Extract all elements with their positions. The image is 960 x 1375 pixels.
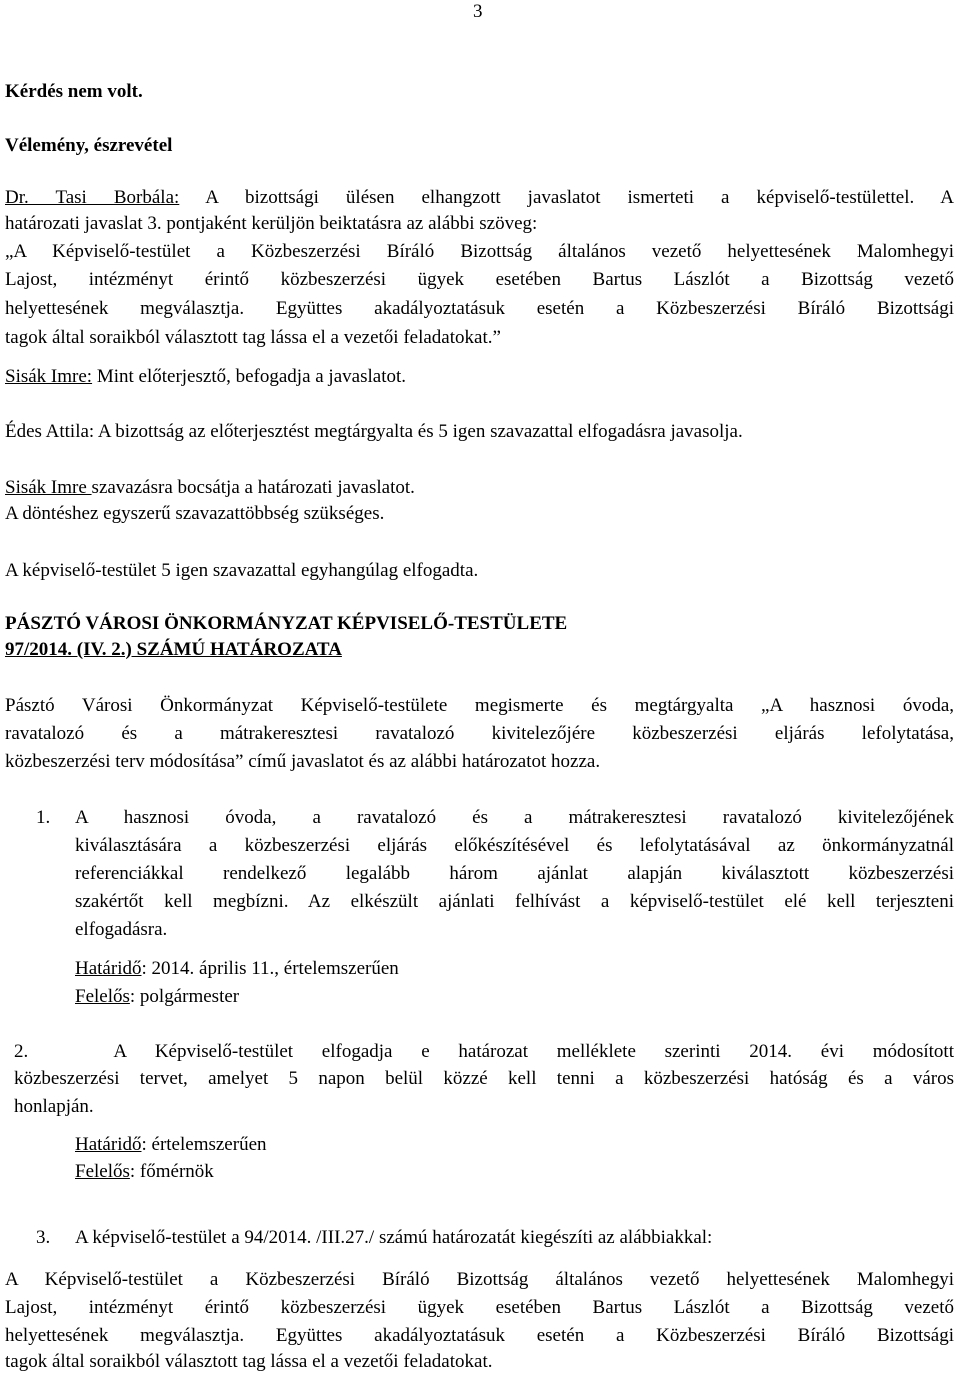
item-line: A hasznosi óvoda, a ravatalozó és a mátrakeresztesi ravatalozó kivitelezőjének: [75, 807, 954, 828]
paragraph-line: Dr. Tasi Borbála: A bizottsági ülésen elhangzott javaslatot ismerteti a képviselő-testülettel. A: [5, 187, 954, 208]
paragraph-line: Édes Attila: A bizottság az előterjesztést megtárgyalta és 5 igen szavazattal elfogadásra javasolja.: [5, 421, 743, 442]
item-line: közbeszerzési tervet, amelyet 5 napon belül közzé kell tenni a közbeszerzési hatóság és a város: [14, 1068, 954, 1089]
responsible: Felelős: főmérnök: [75, 1161, 214, 1182]
item-line: honlapján.: [14, 1096, 94, 1117]
deadline: Határidő: 2014. április 11., értelemszerűen: [75, 958, 399, 979]
paragraph-line: Sisák Imre szavazásra bocsátja a határozati javaslatot.: [5, 477, 415, 498]
speaker-name: Sisák Imre:: [5, 366, 93, 387]
quote-line: helyettesének megválasztja. Együttes akadályoztatásuk esetén a Közbeszerzési Bíráló Bizottsági: [5, 298, 954, 319]
paragraph-line: határozati javaslat 3. pontjaként kerüljön beiktatásra az alábbi szöveg:: [5, 213, 538, 234]
resolution-title: PÁSZTÓ VÁROSI ÖNKORMÁNYZAT KÉPVISELŐ-TESTÜLETE: [5, 613, 568, 634]
item-line: elfogadásra.: [75, 919, 168, 940]
heading-no-questions: Kérdés nem volt.: [5, 81, 143, 102]
closing-line: tagok által soraikból választott tag lássa el a vezetői feladatokat.: [5, 1351, 493, 1372]
item-line: referenciákkal rendelkező legalább három ajánlat alapján kiválasztott közbeszerzési: [75, 863, 954, 884]
intro-line: közbeszerzési terv módosítása” című javaslatot és az alábbi határozatot hozza.: [5, 751, 601, 772]
item-number: 1.: [36, 807, 51, 828]
intro-line: ravatalozó és a mátrakeresztesi ravatalozó kivitelezőjére közbeszerzési eljárás lefolytatása,: [5, 723, 954, 744]
heading-opinions: Vélemény, észrevétel: [5, 135, 173, 156]
item-number: 3.: [36, 1227, 51, 1248]
speaker-name: Sisák Imre: [5, 477, 92, 498]
item-line: kiválasztására a közbeszerzési eljárás előkészítésével és lefolytatásával az önkormányzatnál: [75, 835, 954, 856]
quote-line: tagok által soraikból választott tag lássa el a vezetői feladatokat.”: [5, 327, 501, 348]
closing-line: Lajost, intézményt érintő közbeszerzési ügyek esetében Bartus Lászlót a Bizottság vezető: [5, 1297, 954, 1318]
paragraph-line: Sisák Imre: Mint előterjesztő, befogadja a javaslatot.: [5, 366, 406, 387]
closing-line: A Képviselő-testület a Közbeszerzési Bíráló Bizottság általános vezető helyettesének Malomhegyi: [5, 1269, 954, 1290]
resolution-number: 97/2014. (IV. 2.) SZÁMÚ HATÁROZATA: [5, 639, 342, 660]
vote-result: A képviselő-testület 5 igen szavazattal egyhangúlag elfogadta.: [5, 560, 479, 581]
responsible: Felelős: polgármester: [75, 986, 240, 1007]
paragraph-line: A döntéshez egyszerű szavazattöbbség szükséges.: [5, 503, 385, 524]
item-line: A képviselő-testület a 94/2014. /III.27./ számú határozatát kiegészíti az alábbiakkal:: [75, 1227, 713, 1248]
page-number: 3: [473, 1, 483, 22]
quote-line: Lajost, intézményt érintő közbeszerzési ügyek esetében Bartus Lászlót a Bizottság vezető: [5, 269, 954, 290]
deadline: Határidő: értelemszerűen: [75, 1134, 267, 1155]
item-line: 2. A Képviselő-testület elfogadja e határozat melléklete szerinti 2014. évi módosított: [14, 1041, 954, 1062]
speaker-name: Dr. Tasi Borbála:: [5, 187, 180, 208]
intro-line: Pásztó Városi Önkormányzat Képviselő-testülete megismerte és megtárgyalta „A hasznosi óvoda,: [5, 695, 954, 716]
quote-line: „A Képviselő-testület a Közbeszerzési Bíráló Bizottság általános vezető helyettesének Malomhegyi: [5, 241, 954, 262]
closing-line: helyettesének megválasztja. Együttes akadályoztatásuk esetén a Közbeszerzési Bíráló Bizottsági: [5, 1325, 954, 1346]
item-line: szakértőt kell megbízni. Az elkészült ajánlati felhívást a képviselő-testület elé kell terjeszteni: [75, 891, 954, 912]
